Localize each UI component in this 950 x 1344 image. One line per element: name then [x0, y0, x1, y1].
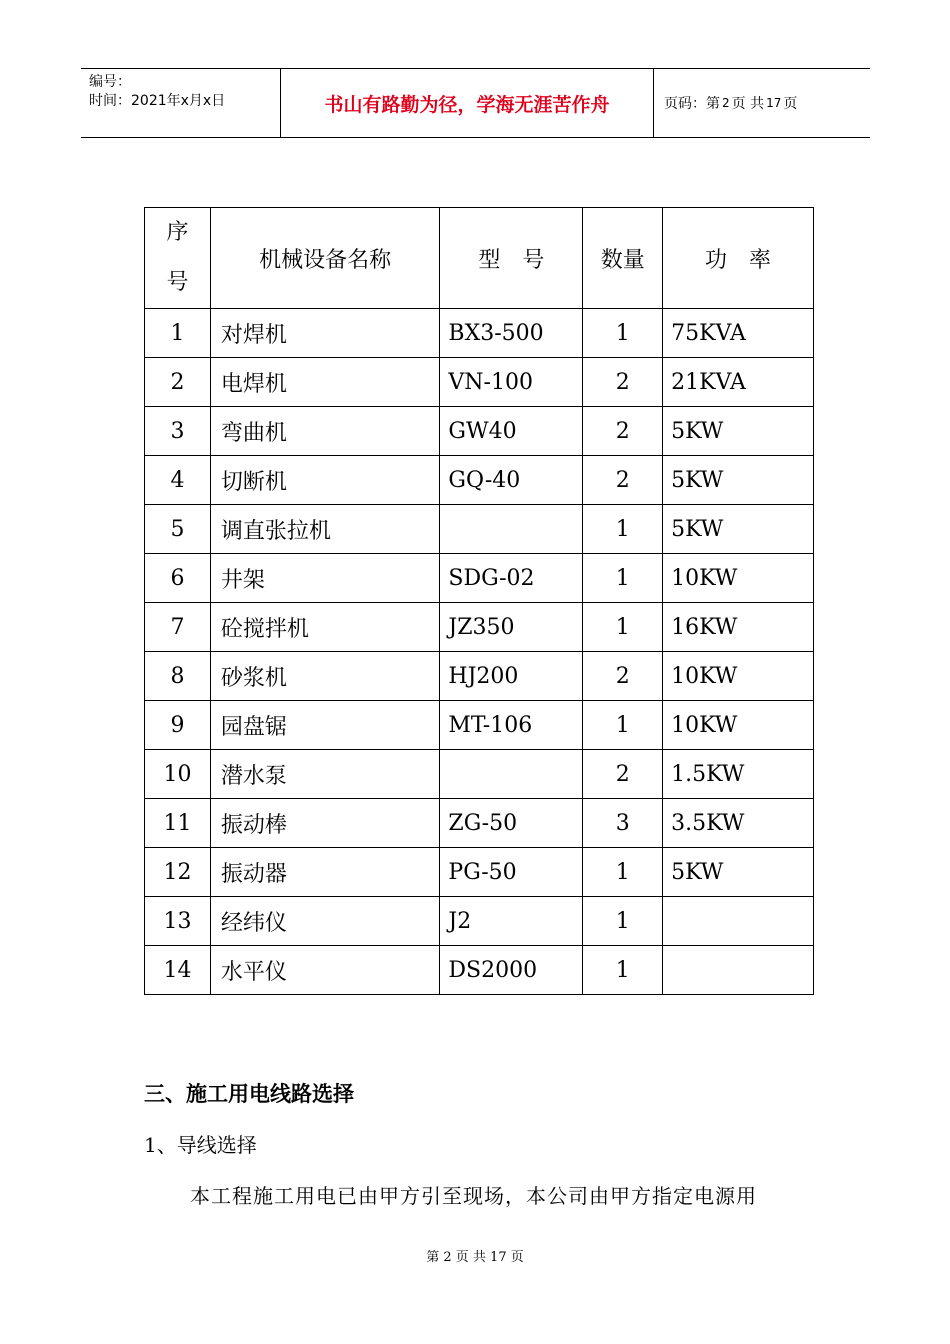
cell-power: 3.5KW [663, 799, 814, 848]
cell-model: MT-106 [440, 701, 583, 750]
header-qty: 数量 [583, 208, 663, 309]
cell-power: 10KW [663, 701, 814, 750]
page-current: 2 [722, 96, 730, 110]
cell-power [663, 897, 814, 946]
cell-no: 3 [145, 407, 211, 456]
cell-no: 2 [145, 358, 211, 407]
table-row [145, 799, 814, 848]
header-meta [81, 69, 281, 137]
cell-qty: 1 [583, 309, 663, 358]
table-row [145, 701, 814, 750]
cell-model: J2 [440, 897, 583, 946]
cell-qty: 1 [583, 848, 663, 897]
cell-no: 5 [145, 505, 211, 554]
cell-qty: 1 [583, 946, 663, 995]
subsection-title: 1、导线选择 [144, 1133, 257, 1157]
cell-power: 75KVA [663, 309, 814, 358]
cell-name: 园盘锯 [210, 701, 440, 750]
cell-qty: 1 [583, 701, 663, 750]
cell-model: VN-100 [440, 358, 583, 407]
cell-no: 11 [145, 799, 211, 848]
header-power: 功 率 [663, 208, 814, 309]
table-row [145, 946, 814, 995]
cell-no: 8 [145, 652, 211, 701]
page-header [81, 68, 870, 138]
cell-no: 13 [145, 897, 211, 946]
cell-qty: 2 [583, 407, 663, 456]
cell-no: 1 [145, 309, 211, 358]
serial-label: 编号： [89, 74, 131, 90]
page-mid: 页 共 [731, 96, 765, 112]
cell-power: 10KW [663, 652, 814, 701]
cell-name: 水平仪 [210, 946, 440, 995]
header-page-info [654, 69, 870, 137]
header-motto: 书山有路勤为径，学海无涯苦作舟 [281, 69, 654, 137]
cell-model: JZ350 [440, 603, 583, 652]
cell-model: SDG-02 [440, 554, 583, 603]
table-row [145, 505, 814, 554]
table-row [145, 848, 814, 897]
cell-name: 砂浆机 [210, 652, 440, 701]
cell-model: BX3-500 [440, 309, 583, 358]
cell-qty: 3 [583, 799, 663, 848]
cell-name: 潜水泵 [210, 750, 440, 799]
page-total: 17 [766, 96, 782, 110]
header-name: 机械设备名称 [210, 208, 440, 309]
cell-power: 16KW [663, 603, 814, 652]
cell-no: 6 [145, 554, 211, 603]
table-row [145, 652, 814, 701]
cell-qty: 1 [583, 897, 663, 946]
cell-name: 振动器 [210, 848, 440, 897]
cell-power: 5KW [663, 407, 814, 456]
table-row [145, 554, 814, 603]
cell-no: 12 [145, 848, 211, 897]
cell-qty: 2 [583, 750, 663, 799]
cell-model: GQ-40 [440, 456, 583, 505]
table-row [145, 456, 814, 505]
time-label: 时间：2021年x月x日 [89, 93, 226, 109]
cell-model [440, 750, 583, 799]
equipment-table [144, 207, 814, 995]
body-paragraph: 本工程施工用电已由甲方引至现场，本公司由甲方指定电源用 [190, 1184, 757, 1208]
cell-power: 5KW [663, 505, 814, 554]
table-row [145, 407, 814, 456]
cell-name: 对焊机 [210, 309, 440, 358]
cell-model [440, 505, 583, 554]
cell-power: 5KW [663, 848, 814, 897]
cell-model: PG-50 [440, 848, 583, 897]
cell-no: 10 [145, 750, 211, 799]
cell-qty: 2 [583, 358, 663, 407]
cell-name: 井架 [210, 554, 440, 603]
cell-power: 10KW [663, 554, 814, 603]
cell-name: 砼搅拌机 [210, 603, 440, 652]
table-row [145, 309, 814, 358]
cell-qty: 1 [583, 603, 663, 652]
header-seq-top: 序 [166, 220, 189, 245]
cell-name: 弯曲机 [210, 407, 440, 456]
cell-name: 切断机 [210, 456, 440, 505]
cell-model: ZG-50 [440, 799, 583, 848]
cell-no: 4 [145, 456, 211, 505]
cell-name: 振动棒 [210, 799, 440, 848]
header-model: 型 号 [440, 208, 583, 309]
cell-no: 9 [145, 701, 211, 750]
cell-power: 1.5KW [663, 750, 814, 799]
cell-no: 14 [145, 946, 211, 995]
header-seq [145, 208, 211, 309]
cell-qty: 1 [583, 505, 663, 554]
cell-power: 21KVA [663, 358, 814, 407]
section-title: 三、施工用电线路选择 [144, 1082, 354, 1106]
table-header-row [145, 208, 814, 309]
page-suffix: 页 [783, 96, 798, 112]
table-row [145, 358, 814, 407]
cell-name: 电焊机 [210, 358, 440, 407]
cell-model: DS2000 [440, 946, 583, 995]
cell-model: GW40 [440, 407, 583, 456]
cell-power [663, 946, 814, 995]
cell-model: HJ200 [440, 652, 583, 701]
cell-power: 5KW [663, 456, 814, 505]
page-prefix: 页码：第 [664, 96, 720, 112]
page-footer: 第 2 页 共 17 页 [426, 1250, 524, 1265]
cell-name: 经纬仪 [210, 897, 440, 946]
header-seq-bottom: 号 [166, 270, 189, 295]
table-row [145, 750, 814, 799]
cell-name: 调直张拉机 [210, 505, 440, 554]
table-row [145, 897, 814, 946]
cell-qty: 2 [583, 456, 663, 505]
cell-no: 7 [145, 603, 211, 652]
table-row [145, 603, 814, 652]
cell-qty: 2 [583, 652, 663, 701]
cell-qty: 1 [583, 554, 663, 603]
